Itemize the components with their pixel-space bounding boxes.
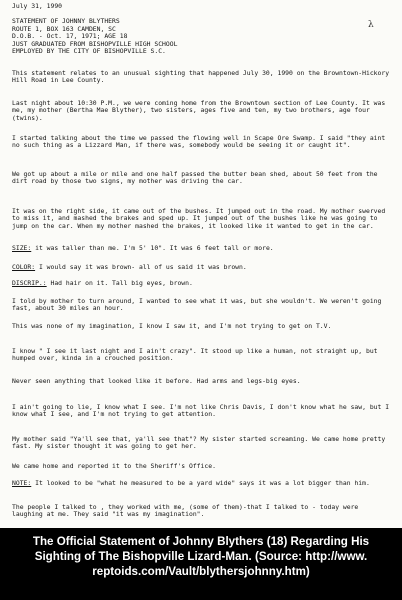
size-label: SIZE: xyxy=(12,244,32,252)
paragraph-9: I ain't going to lie, I know what I see. I'm not like Chris Davis, I don't know what he saw, but I know what I see, and I'm not trying to get attention. xyxy=(12,403,390,419)
paragraph-7: I know " I see it last night and I ain't crazy". It stood up like a human, not straight up, but humped over, kinda in a crouched position. xyxy=(12,347,378,363)
paragraph-11: We came home and reported it to the Sheriff's Office. xyxy=(12,462,216,470)
color-label: COLOR: xyxy=(12,263,36,271)
discrip-line xyxy=(12,280,392,287)
paragraph-8: Never seen anything that looked like it before. Had arms and legs-big eyes. xyxy=(12,377,301,385)
paragraph-12: The people I talked to , they worked with me, (some of them)-that I talked to - today were laughing at me. They said "it was my imagination". xyxy=(12,503,359,519)
color-text: I would say it was brown- all of us said it was brown. xyxy=(35,263,247,271)
paragraph-1: Last night about 10:30 P.M., we were coming home from the Browntown section of Lee County. It was me, my mother (Bertha Mae Blyther), two sisters, ages five and ten, my two brothers, age four (twins). xyxy=(12,99,386,122)
paragraph-10: My mother said "Ya'll see that, ya'll see that"? My sister started screaming. We came home pretty fast. My sister thought it was going to get her. xyxy=(12,435,386,451)
caption-line-2: Sighting of The Bishopville Lizard-Man. (Source: http://www. xyxy=(34,550,368,563)
note-text: It looked to be "what he measured to be a yard wide" says it was a lot bigger than him. xyxy=(31,479,370,487)
discrip-text: Had hair on it. Tall big eyes, brown. xyxy=(46,279,193,287)
caption-line-1: The Official Statement of Johnny Blythers (18) Regarding His xyxy=(32,535,370,548)
note-label: NOTE: xyxy=(12,479,32,487)
header-line-school: JUST GRADUATED FROM BISHOPVILLE HIGH SCHOOL xyxy=(12,39,178,48)
paragraph-2: I started talking about the time we passed the flowing well in Scape Ore Swamp. I said "they aint no such thing as a Lizzard Man, if there was, somebody would be seeing it or caught it". xyxy=(12,134,386,150)
color-line xyxy=(12,264,392,271)
size-text: it was taller than me. I'm 5' 10". It was 6 feet tall or more. xyxy=(31,244,274,252)
paragraph-4: It was on the right side, it came out of the bushes. It jumped out in the road. My mother swerved to miss it, and mashed the brakes and sped up. It jumped out of the bushes like he was going to jump on the car. When my mother mashed the brakes, it looked like it wanted to get in the car. xyxy=(12,207,386,230)
intro-paragraph: This statement relates to an unusual sighting that happened July 30, 1990 on the Browntown-Hickory Hill Road in Lee County. xyxy=(12,69,390,85)
image-caption xyxy=(0,528,402,600)
header-line-employer: EMPLOYED BY THE CITY OF BISHOPVILLE S.C. xyxy=(12,47,166,55)
discrip-label: DISCRIP.: xyxy=(12,279,47,287)
note-line xyxy=(12,480,392,487)
paragraph-5: I told by mother to turn around, I wanted to see what it was, but she wouldn't. We weren't going fast, about 30 miles an hour. xyxy=(12,297,382,313)
paragraph-3: We got up about a mile or mile and one half passed the butter bean shed, about 50 feet from the dirt road by those two signs, my mother was driving the car. xyxy=(12,170,378,186)
header-line-dob: D.O.B. - Oct. 17, 1971; AGE 18 xyxy=(12,32,128,40)
header-line-address: ROUTE 1, BOX 163 CAMDEN, SC xyxy=(12,24,116,33)
paragraph-6: This was none of my imagination, I know I saw it, and I'm not trying to get on T.V. xyxy=(12,322,332,330)
document-date: July 31, 1990 xyxy=(12,2,63,10)
size-line xyxy=(12,245,392,252)
caption-line-3: reptoids.com/Vault/blythersjohnny.htm) xyxy=(92,565,310,578)
header-line-name: STATEMENT OF JOHNNY BLYTHERS xyxy=(12,17,120,25)
handwritten-mark: λ xyxy=(368,20,374,30)
